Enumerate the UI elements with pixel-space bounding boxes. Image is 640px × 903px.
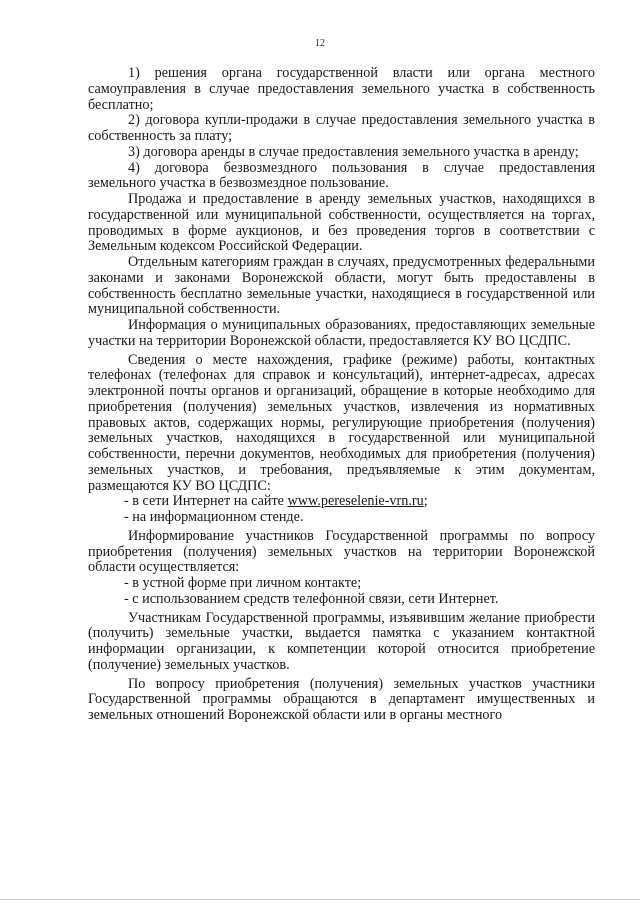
paragraph-free-use-contract: 4) договора безвозмездного пользования в случае предоставления земельного участка в безвозмездное пользование. [88,159,595,192]
paragraph-informing-intro: Информирование участников Государственной программы по вопросу приобретения (получения) земельных участков на территории Воронежской области осуществляется: [88,527,595,576]
paragraph-information-details: Сведения о месте нахождения, графике (режиме) работы, контактных телефонах (телефонах для справок и консультаций), интернет-адресах, адресах электронной почты органов и организаций, обращение в которые необходимо для приобретения (получения) земельных участков, извлечения из нормативных правовых актов, содержащих нормы, регулирующие приобретения (получения) земельных участков, находящихся в государственной или муниципальной собственности, перечни документов, необходимых для приобретения (получения) земельных участков, и требования, предъявляемые к этим документам, размещаются КУ ВО ЦСДПС: [88,351,595,494]
page-number: 12 [315,38,325,49]
website-suffix: ; [423,493,428,510]
paragraph-free-provision: Отдельным категориям граждан в случаях, предусмотренных федеральными законами и законами Воронежской области, могут быть предоставлены в собственность бесплатно земельные участки, находящиеся в государственной или муниципальной собственности. [88,254,595,318]
list-item-website [88,494,595,510]
list-item-phone-internet: - с использованием средств телефонной связи, сети Интернет. [124,590,499,607]
paragraph-sale-and-lease: Продажа и предоставление в аренду земельных участков, находящихся в государственной или муниципальной собственности, осуществляется на торгах, проводимых в форме аукционов, и без проведения торгов в соответствии с Земельным кодексом Российской Федерации. [88,191,595,255]
website-link[interactable]: www.pereselenie-vrn.ru [287,493,424,510]
paragraph-memo: Участникам Государственной программы, изъявившим желание приобрести (получить) земельные участки, выдается памятка с указанием контактной информации организации, к компетенции которой относится приобретение (получение) земельных участков. [88,609,595,673]
paragraph-lease-contract: 3) договора аренды в случае предоставления земельного участка в аренду; [128,143,579,160]
paragraph-decision: 1) решения органа государственной власти или органа местного самоуправления в случае предоставления земельного участка в собственность бесплатно; [88,65,595,113]
paragraph-sale-contract: 2) договора купли-продажи в случае предоставления земельного участка в собственность за плату; [88,112,595,144]
paragraph-departments: По вопросу приобретения (получения) земельных участков участники Государственной программы обращаются в департамент имущественных и земельных отношений Воронежской области или в органы местного [88,675,595,723]
list-item-info-stand: - на информационном стенде. [124,509,304,525]
website-prefix: - в сети Интернет на сайте [124,493,288,510]
list-item-oral: - в устной форме при личном контакте; [124,575,362,591]
page-bottom-edge [0,899,640,900]
paragraph-municipal-info: Информация о муниципальных образованиях, предоставляющих земельные участки на территории Воронежской области, предоставляется КУ ВО ЦСДПС. [88,317,595,349]
document-body [88,66,595,724]
